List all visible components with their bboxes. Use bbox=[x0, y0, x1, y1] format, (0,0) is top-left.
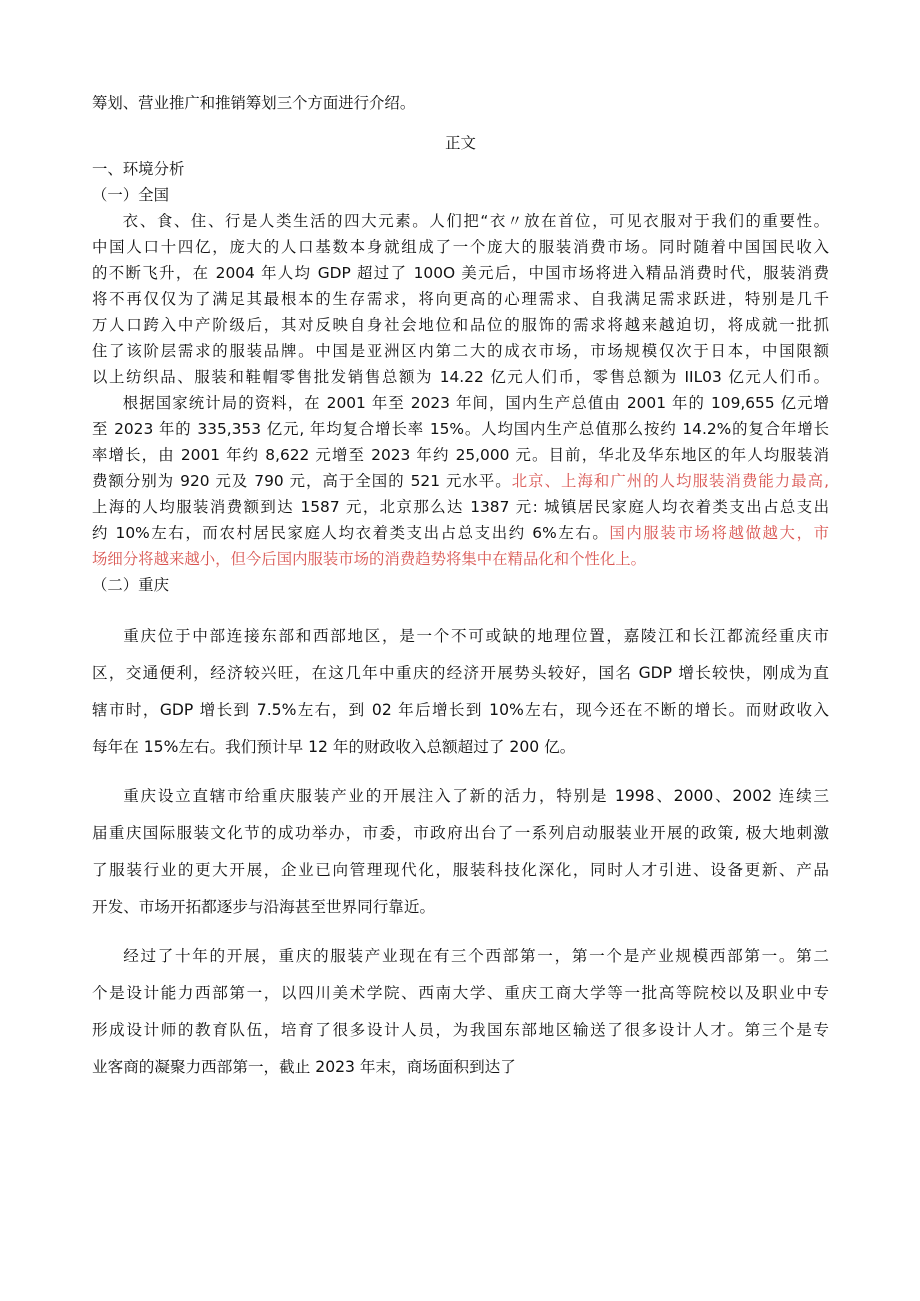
paragraph-national-1 bbox=[92, 208, 829, 390]
paragraph-line: 经过了十年的开展，重庆的服装产业现在有三个西部第一，第一个是产业规模西部第一。第二 bbox=[123, 947, 829, 965]
paragraph-line: 形成设计师的教育队伍，培育了很多设计人员，为我国东部地区输送了很多设计人才。第三个是专 bbox=[92, 1021, 829, 1039]
chongqing-section bbox=[92, 618, 829, 1086]
paragraph-line: 将不再仅仅为了满足其最根本的生存需求，将向更高的心理需求、自我满足需求跃进，特别是几千 bbox=[92, 290, 829, 308]
section-heading: 一、环境分析 bbox=[92, 160, 185, 178]
paragraph-line: 了服装行业的更大开展，企业已向管理现代化，服装科技化深化，同时人才引进、设备更新、产品 bbox=[92, 861, 829, 879]
paragraph-line: 根据国家统计局的资料，在 2001 年至 2023 年间，国内生产总值由 2001 年的 109,655 亿元增 bbox=[122, 394, 829, 412]
center-heading: 正文 bbox=[445, 134, 476, 152]
paragraph-chongqing-1 bbox=[92, 618, 829, 766]
intro-line: 筹划、营业推广和推销筹划三个方面进行介绍。 bbox=[92, 94, 416, 112]
paragraph-line-highlight: 场细分将越来越小，但今后国内服装市场的消费趋势将集中在精品化和个性化上。 bbox=[92, 550, 647, 568]
paragraph-chongqing-2 bbox=[92, 778, 829, 926]
paragraph-text-highlight: 国内服装市场将越做越大，市 bbox=[609, 524, 829, 542]
paragraph-line-mixed bbox=[92, 520, 829, 546]
paragraph-chongqing-3 bbox=[92, 938, 829, 1086]
subsection-heading-national: （一）全国 bbox=[92, 186, 169, 204]
paragraph-text-black: 约 10%左右，而农村居民家庭人均衣着类支出占总支出约 6%左右。 bbox=[92, 524, 610, 542]
spacer bbox=[92, 926, 829, 938]
paragraph-line: 重庆位于中部连接东部和西部地区，是一个不可或缺的地理位置，嘉陵江和长江都流经重庆市 bbox=[123, 627, 829, 645]
paragraph-line: 至 2023 年的 335,353 亿元, 年均复合增长率 15%。人均国内生产总值那么按约 14.2%的复合年增长 bbox=[92, 420, 829, 438]
paragraph-line: 开发、市场开拓都逐步与沿海甚至世界同行靠近。 bbox=[92, 898, 436, 916]
paragraph-line: 住了该阶层需求的服装品牌。中国是亚洲区内第二大的成衣市场，市场规模仅次于日本，中国限额 bbox=[92, 342, 829, 360]
paragraph-line: 上海的人均服装消费额到达 1587 元，北京那么达 1387 元: 城镇居民家庭人均衣着类支出占总支出 bbox=[92, 498, 829, 516]
paragraph-text-highlight: 北京、上海和广州的人均服装消费能力最高, bbox=[511, 472, 829, 490]
paragraph-line: 区，交通便利，经济较兴旺，在这几年中重庆的经济开展势头较好，国名 GDP 增长较快，刚成为直 bbox=[92, 664, 829, 682]
paragraph-line: 中国人口十四亿，庞大的人口基数本身就组成了一个庞大的服装消费市场。同时随着中国国民收入 bbox=[92, 238, 829, 256]
paragraph-line: 以上纺织品、服装和鞋帽零售批发销售总额为 14.22 亿元人们币，零售总额为 IIL03 亿元人们币。 bbox=[92, 368, 829, 386]
paragraph-line: 辖市时，GDP 增长到 7.5%左右，到 02 年后增长到 10%左右，现今还在不断的增长。而财政收入 bbox=[92, 701, 829, 719]
spacer bbox=[92, 766, 829, 778]
paragraph-national-2 bbox=[92, 390, 829, 572]
spacer bbox=[92, 598, 829, 618]
document-content bbox=[92, 90, 829, 1086]
paragraph-line-mixed bbox=[92, 468, 829, 494]
paragraph-line: 重庆设立直辖市给重庆服装产业的开展注入了新的活力，特别是 1998、2000、2002 连续三 bbox=[123, 787, 829, 805]
paragraph-line: 的不断飞升，在 2004 年人均 GDP 超过了 100O 美元后，中国市场将进入精品消费时代，服装消费 bbox=[92, 264, 829, 282]
paragraph-line: 率增长，由 2001 年约 8,622 元增至 2023 年约 25,000 元。目前，华北及华东地区的年人均服装消 bbox=[92, 446, 829, 464]
paragraph-line: 个是设计能力西部第一，以四川美术学院、西南大学、重庆工商大学等一批高等院校以及职业中专 bbox=[92, 984, 829, 1002]
paragraph-line: 每年在 15%左右。我们预计早 12 年的财政收入总额超过了 200 亿。 bbox=[92, 738, 576, 756]
spacer bbox=[92, 116, 829, 130]
paragraph-line: 万人口跨入中产阶级后，其对反映自身社会地位和品位的服饰的需求将越来越迫切，将成就一批抓 bbox=[92, 316, 829, 334]
paragraph-line: 业客商的凝聚力西部第一，截止 2023 年末，商场面积到达了 bbox=[92, 1058, 516, 1076]
paragraph-line: 届重庆国际服装文化节的成功举办，市委，市政府出台了一系列启动服装业开展的政策, 极大地刺激 bbox=[92, 824, 829, 842]
subsection-heading-chongqing: （二）重庆 bbox=[92, 576, 169, 594]
paragraph-line: 衣、食、住、行是人类生活的四大元素。人们把“衣〃放在首位，可见衣服对于我们的重要性。 bbox=[122, 212, 829, 230]
paragraph-text-black: 费额分别为 920 元及 790 元，高于全国的 521 元水平。 bbox=[92, 472, 512, 490]
